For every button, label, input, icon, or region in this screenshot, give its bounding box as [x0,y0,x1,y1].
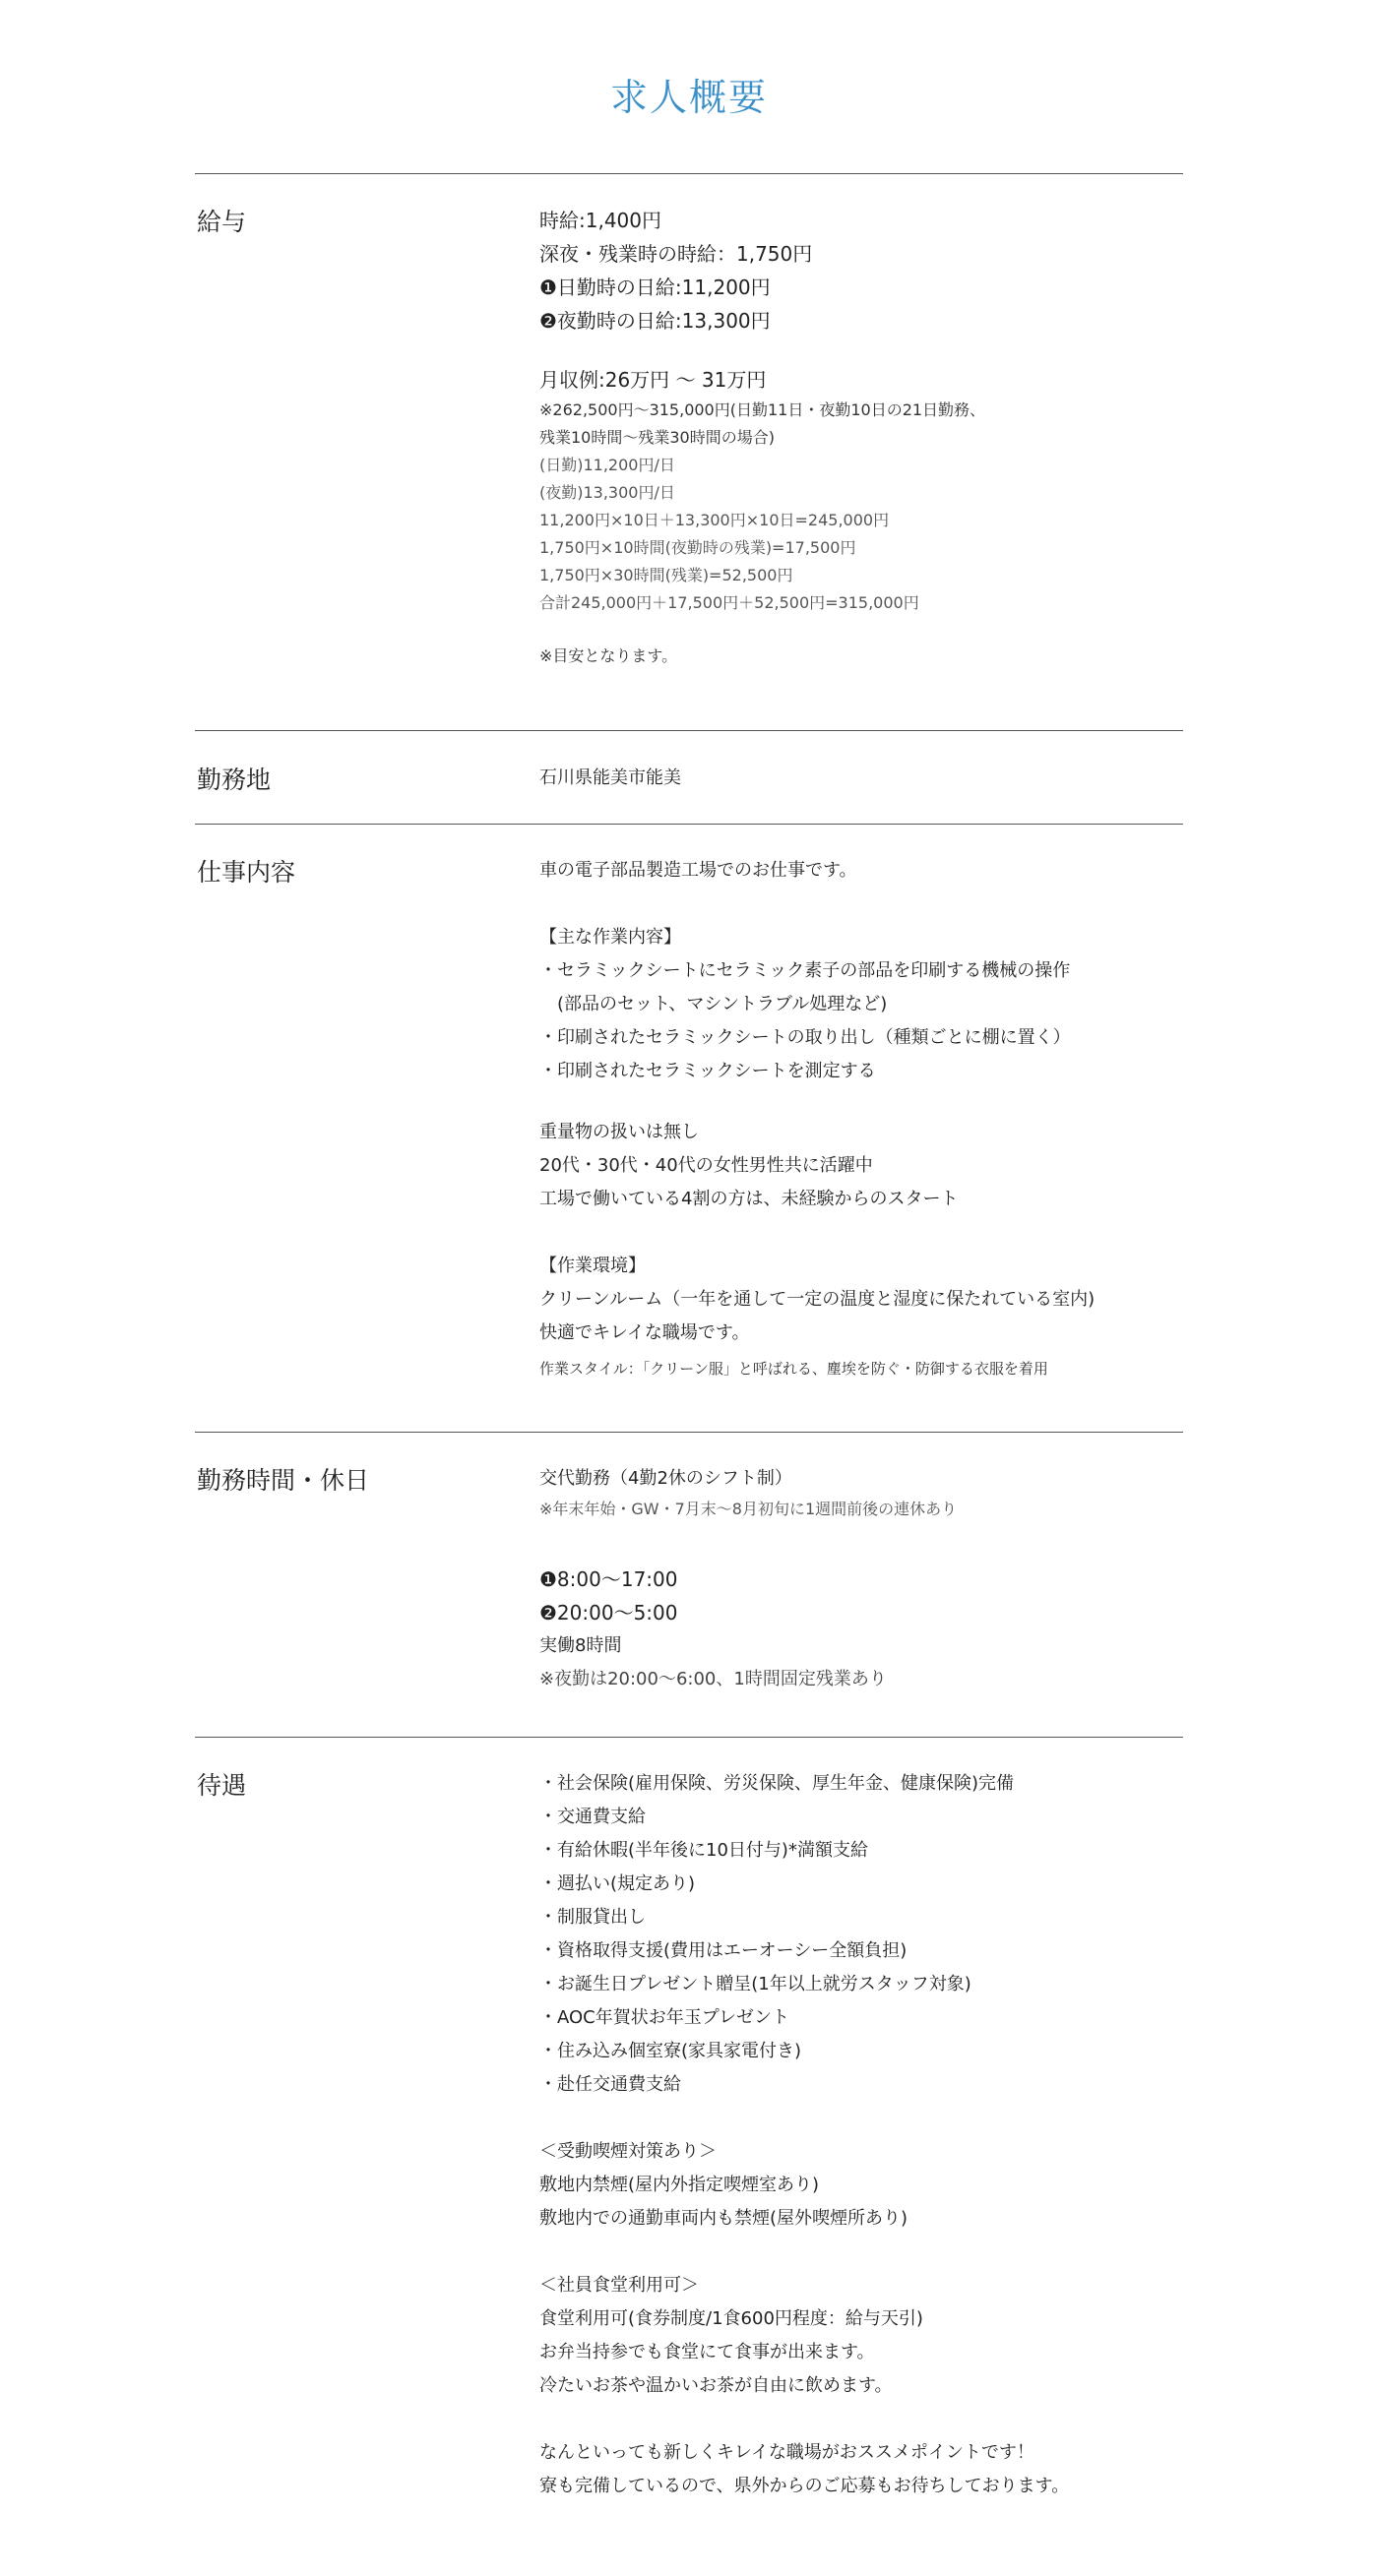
salary-line: 時給:1,400円 [539,209,661,232]
benefit-item: ・社会保険(雇用保険、労災保険、厚生年金、健康保険)完備 [539,1773,1015,1794]
benefit-line: 敷地内での通勤車両内も禁煙(屋外喫煙所あり) [539,2208,908,2229]
section-label-salary: 給与 [197,208,247,236]
page-title: 求人概要 [609,76,768,119]
benefit-line: 食堂利用可(食券制度/1食600円程度：給与天引) [539,2308,923,2329]
divider [195,173,1183,174]
salary-note-line: 11,200円×10日＋13,300円×10日=245,000円 [539,511,890,529]
section-label-job: 仕事内容 [197,858,296,887]
location-line: 石川県能美市能美 [539,767,681,788]
section-content-location [539,762,1183,795]
benefit-line: ＜受動喫煙対策あり＞ [539,2141,717,2162]
job-line: ・セラミックシートにセラミック素子の部品を印刷する機械の操作 [539,960,1071,981]
spacer [539,2403,1183,2436]
hours-line: ❶8:00〜17:00 [539,1567,678,1591]
salary-note-line: (夜勤)13,300円/日 [539,483,675,502]
job-line: 20代・30代・40代の女性男性共に活躍中 [539,1155,873,1176]
salary-line: ❷夜勤時の日給:13,300円 [539,309,771,333]
hours-line: 実働8時間 [539,1635,622,1656]
job-line: ・印刷されたセラミックシートの取り出し（種類ごとに棚に置く） [539,1027,1071,1048]
spacer [539,617,1183,643]
salary-line: 深夜・残業時の時給：1,750円 [539,242,813,266]
divider [195,730,1183,731]
salary-line: ❶日勤時の日給:11,200円 [539,276,771,299]
divider [195,1432,1183,1433]
section-content-hours [539,1462,1183,1696]
salary-note-line: 1,750円×10時間(夜勤時の残業)=17,500円 [539,538,856,557]
salary-note-line: 1,750円×30時間(残業)=52,500円 [539,566,793,584]
benefit-line: お弁当持参でも食堂にて食事が出来ます。 [539,2342,875,2362]
benefit-item: ・住み込み個室寮(家具家電付き) [539,2041,802,2061]
section-content-benefits [539,1767,1183,2503]
divider [195,824,1183,825]
spacer [539,888,1183,921]
salary-line: 月収例:26万円 〜 31万円 [539,368,767,392]
spacer [539,1216,1183,1250]
salary-note-line: 合計245,000円＋17,500円＋52,500円=315,000円 [539,593,919,612]
job-line: 重量物の扱いは無し [539,1122,699,1142]
benefit-item: ・AOC年賀状お年玉プレゼント [539,2007,790,2028]
salary-note-line: ※目安となります。 [539,646,678,665]
section-content-salary [539,204,1183,670]
spacer [539,1523,1183,1563]
benefit-item: ・制服貸出し [539,1907,646,1928]
job-line: 【主な作業内容】 [539,927,681,948]
salary-note-line: 残業10時間〜残業30時間の場合) [539,428,775,447]
section-label-location: 勤務地 [197,766,272,794]
hours-line: ❷20:00〜5:00 [539,1601,678,1625]
job-line: 工場で働いている4割の方は、未経験からのスタート [539,1189,959,1209]
spacer [539,337,1183,363]
job-line: ・印刷されたセラミックシートを測定する [539,1061,876,1081]
salary-note-line: ※262,500円〜315,000円(日勤11日・夜勤10日の21日勤務、 [539,400,986,419]
job-line: (部品のセット、マシントラブル処理など) [539,994,888,1014]
benefit-line: ＜社員食堂利用可＞ [539,2275,699,2296]
job-line: 【作業環境】 [539,1256,646,1276]
benefit-line: 寮も完備しているので、県外からのご応募もお待ちしております。 [539,2476,1070,2496]
benefit-line: 冷たいお茶や温かいお茶が自由に飲めます。 [539,2375,893,2396]
benefit-item: ・交通費支給 [539,1807,646,1827]
divider [195,1737,1183,1738]
benefit-item: ・資格取得支援(費用はエーオーシー全額負担) [539,1940,908,1961]
job-line: 快適でキレイな職場です。 [539,1322,750,1343]
section-label-hours: 勤務時間・休日 [197,1466,370,1495]
benefit-item: ・赴任交通費支給 [539,2074,681,2095]
job-line: 作業スタイル：「クリーン服」と呼ばれる、塵埃を防ぐ・防御する衣服を着用 [539,1360,1048,1378]
job-line: 車の電子部品製造工場でのお仕事です。 [539,860,857,881]
job-line: クリーンルーム（一年を通して一定の温度と湿度に保たれている室内) [539,1289,1096,1310]
spacer [539,2102,1183,2135]
benefit-item: ・お誕生日プレゼント贈呈(1年以上就労スタッフ対象) [539,1974,971,1994]
spacer [539,2236,1183,2269]
hours-note-line: ※年末年始・GW・7月末〜8月初旬に1週間前後の連休あり [539,1500,958,1518]
benefit-line: 敷地内禁煙(屋内外指定喫煙室あり) [539,2175,820,2195]
hours-line: 交代勤務（4勤2休のシフト制） [539,1468,792,1489]
salary-note-line: (日勤)11,200円/日 [539,456,675,474]
benefit-line: なんといっても新しくキレイな職場がおススメポイントです！ [539,2442,1034,2463]
section-content-job [539,854,1183,1387]
benefit-item: ・週払い(規定あり) [539,1873,696,1894]
benefit-item: ・有給休暇(半年後に10日付与)*満額支給 [539,1840,868,1861]
hours-note-line: ※夜勤は20:00〜6:00、1時間固定残業あり [539,1669,887,1689]
section-label-benefits: 待遇 [197,1771,247,1800]
spacer [539,1088,1183,1116]
